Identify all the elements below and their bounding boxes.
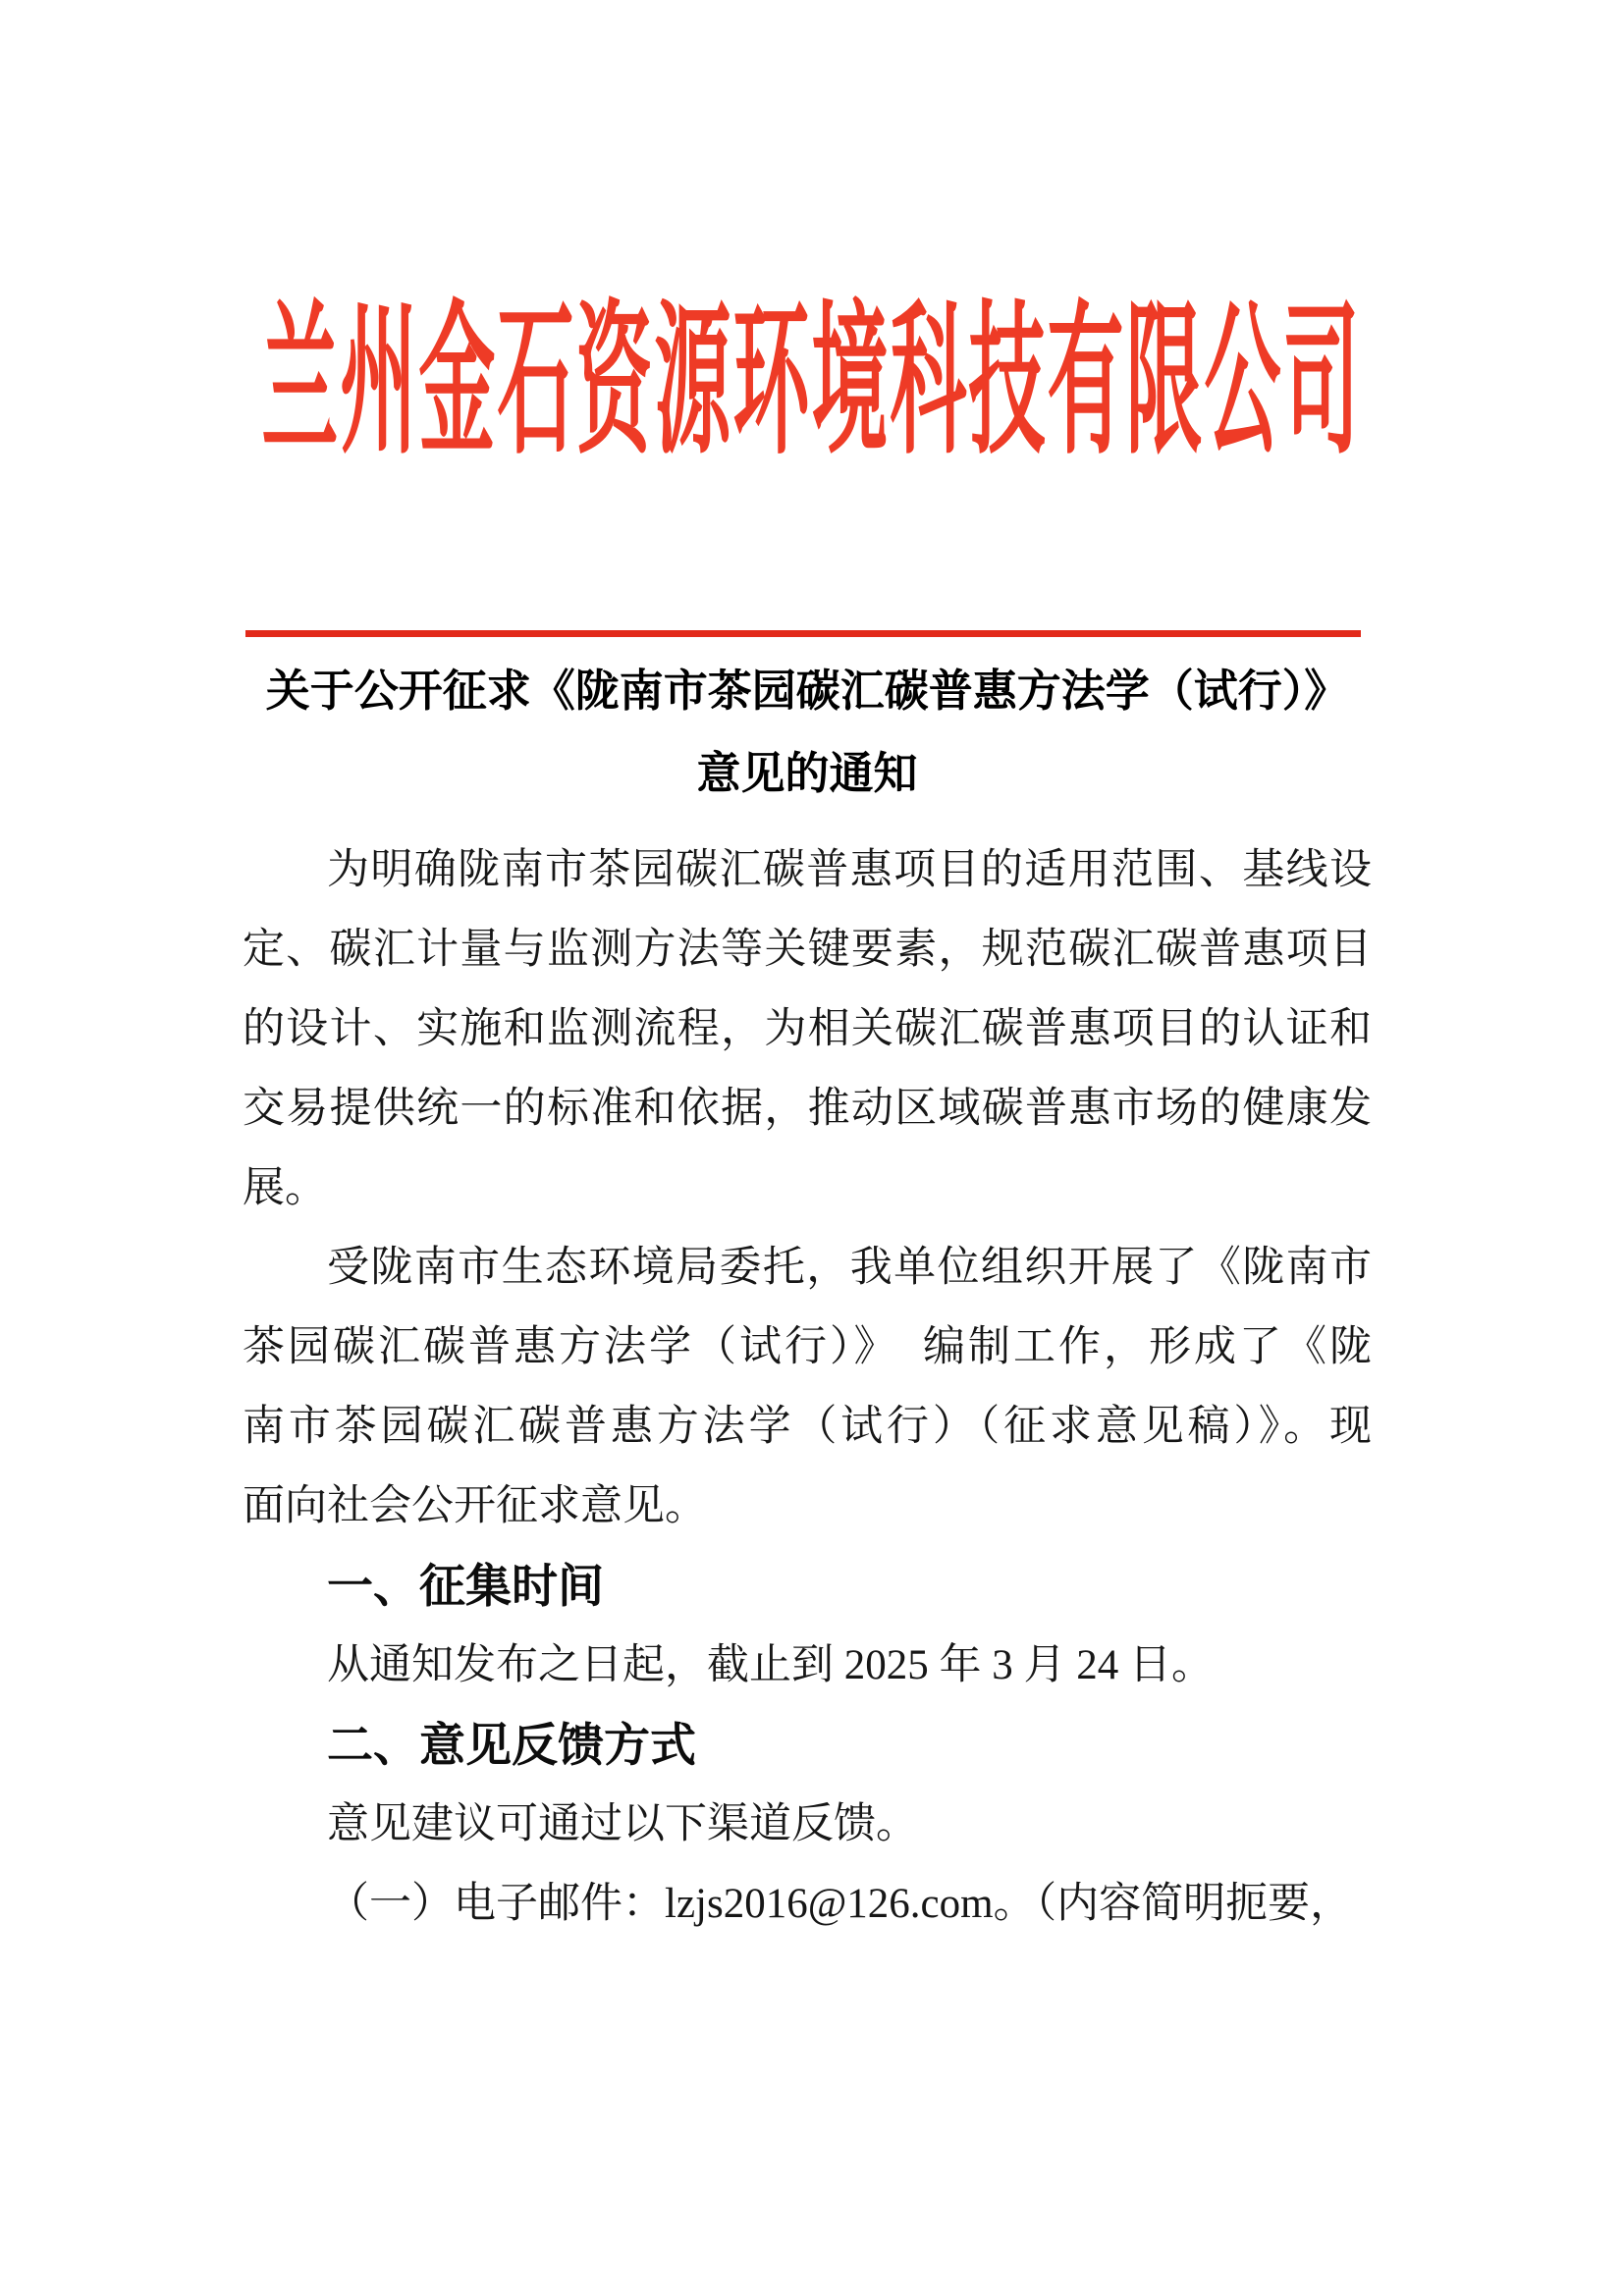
section1-body-line: 从通知发布之日起，截止到 2025 年 3 月 24 日。 xyxy=(327,1642,1214,1688)
section2-intro-line: 意见建议可通过以下渠道反馈。 xyxy=(327,1801,918,1847)
notice-body xyxy=(243,650,1372,1944)
paragraph2-line-1: 受陇南市生态环境局委托，我单位组织开展了《陇南市 xyxy=(327,1245,1372,1291)
paragraph2-line-3: 南市茶园碳汇碳普惠方法学（试行）（征求意见稿）》。现 xyxy=(243,1404,1372,1450)
paragraph1-line-4: 交易提供统一的标准和依据，推动区域碳普惠市场的健康发 xyxy=(243,1086,1372,1132)
paragraph1-line-2: 定、碳汇计量与监测方法等关键要素，规范碳汇碳普惠项目 xyxy=(243,927,1372,973)
company-name: 兰州金石资源环境科技有限公司 xyxy=(261,290,1362,474)
paragraph1-line-1: 为明确陇南市茶园碳汇碳普惠项目的适用范围、基线设 xyxy=(327,847,1372,893)
letterhead xyxy=(0,271,1623,474)
section2-item1-line: （一）电子邮件：lzjs2016@126.com。（内容简明扼要， xyxy=(327,1881,1353,1927)
paragraph2-line-4: 面向社会公开征求意见。 xyxy=(243,1483,707,1529)
paragraph2-line-2: 茶园碳汇碳普惠方法学（试行）》 编制工作，形成了《陇 xyxy=(243,1324,1372,1370)
notice-title-line-1: 关于公开征求《陇南市茶园碳汇碳普惠方法学（试行）》 xyxy=(265,667,1349,716)
section2-heading: 二、意见反馈方式 xyxy=(327,1719,696,1771)
notice-title-line-2: 意见的通知 xyxy=(696,749,918,798)
paragraph1-line-5: 展。 xyxy=(243,1165,327,1211)
paragraph1-line-3: 的设计、实施和监测流程，为相关碳汇碳普惠项目的认证和 xyxy=(243,1006,1372,1052)
letterhead-divider-line xyxy=(245,630,1361,637)
section1-heading: 一、征集时间 xyxy=(327,1560,604,1612)
